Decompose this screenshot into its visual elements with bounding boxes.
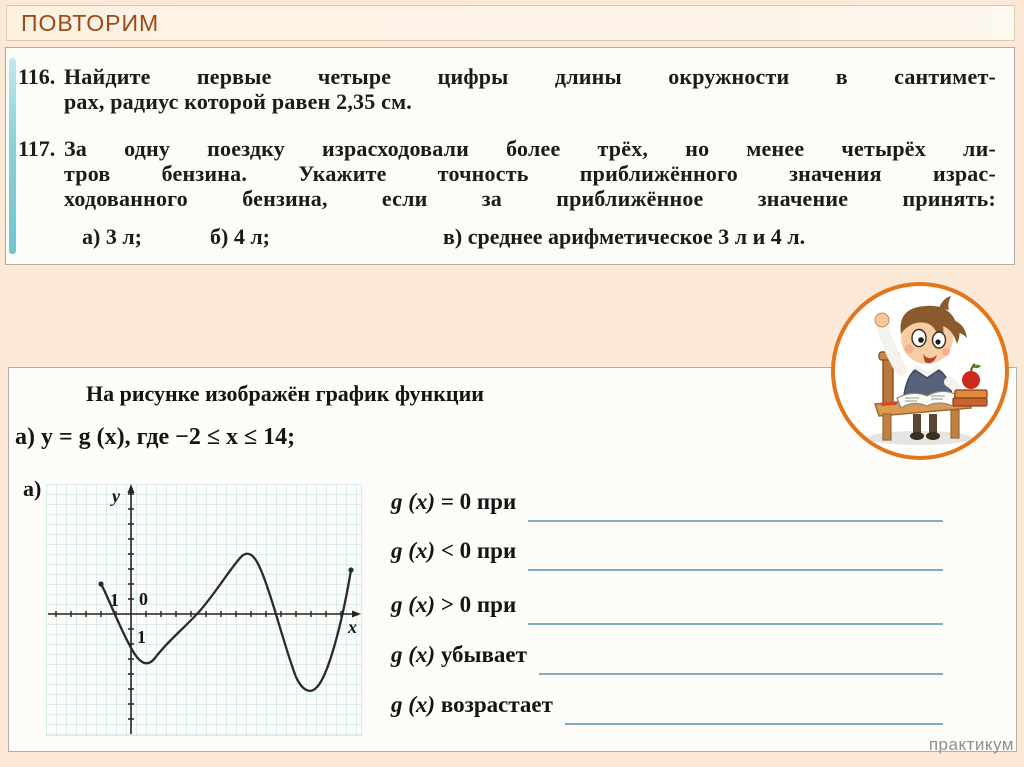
slide-title-bar — [6, 5, 1015, 41]
book-stack-bottom — [953, 398, 987, 406]
exercise-line: ходованного бензина, если за приближённое значение принять: — [64, 186, 996, 211]
answer-blank — [539, 641, 943, 675]
exercise-117 — [18, 136, 996, 211]
leg-right — [929, 414, 937, 434]
math-expr: g (x) — [391, 592, 436, 617]
answer-blank — [528, 488, 943, 522]
math-expr: g (x) — [391, 489, 436, 514]
task-heading: На рисунке изображён график функции — [86, 381, 484, 406]
prompt-rest: < 0 при — [440, 538, 517, 563]
exercise-line: За одну поездку израсходовали более трёх, но менее четырёх ли- — [64, 136, 996, 161]
option-a: а) 3 л; — [82, 224, 142, 249]
exercise-line: тров бензина. Укажите точность приближённого значения израс- — [64, 161, 996, 186]
tick-label-one-lower: 1 — [137, 627, 146, 647]
hair-tuft — [939, 296, 951, 310]
answer-blank — [565, 691, 943, 725]
prompt-rest: убывает — [440, 642, 527, 667]
blush-left — [905, 345, 914, 354]
prompt-row — [391, 691, 943, 725]
x-axis-label: x — [348, 617, 357, 637]
prompt-rest: > 0 при — [440, 592, 517, 617]
exercise-text — [64, 136, 996, 211]
book-stack-top — [955, 390, 987, 398]
shoe-right — [926, 432, 940, 440]
left-pupil — [918, 337, 924, 343]
origin-label: 0 — [139, 589, 148, 609]
answer-blank — [528, 591, 943, 625]
task-subheading: а) y = g (x), где −2 ≤ x ≤ 14; — [15, 424, 296, 450]
y-axis-label: y — [112, 486, 120, 506]
exercise-text — [64, 64, 996, 114]
slide-title: ПОВТОРИМ — [21, 9, 160, 36]
prompt-rest: = 0 при — [440, 489, 517, 514]
prompt-label — [391, 592, 516, 625]
blush-right — [942, 348, 950, 356]
prompt-row — [391, 488, 943, 522]
option-v: в) среднее арифметическое 3 л и 4 л. — [443, 224, 806, 249]
exercise-number: 116. — [18, 64, 56, 89]
schoolboy-illustration — [835, 286, 1005, 456]
right-pupil — [935, 339, 940, 344]
exercises-panel — [5, 47, 1015, 265]
option-b: б) 4 л; — [210, 224, 270, 249]
grid-background — [46, 484, 362, 736]
shoe-left — [910, 432, 924, 440]
leg-left — [913, 414, 921, 434]
function-graph-svg — [46, 484, 362, 736]
math-expr: g (x) — [391, 692, 436, 717]
curve-start-point — [98, 581, 103, 586]
apple — [962, 371, 980, 389]
exercise-line: рах, радиус которой равен 2,35 см. — [64, 89, 412, 114]
schoolboy-badge — [831, 282, 1009, 460]
function-graph — [46, 484, 362, 736]
prompt-label — [391, 538, 516, 571]
hand — [875, 313, 889, 327]
math-expr: g (x) — [391, 642, 436, 667]
prompt-label — [391, 692, 553, 725]
curve-end-point — [348, 567, 353, 572]
prompt-row — [391, 591, 943, 625]
exercise-number: 117. — [18, 136, 56, 161]
prompt-rest: возрастает — [440, 692, 553, 717]
prompt-label — [391, 489, 516, 522]
left-eye — [912, 330, 926, 347]
prompt-row — [391, 641, 943, 675]
desk-leg-left — [883, 414, 891, 440]
graph-item-label: а) — [23, 476, 42, 501]
answer-blank — [528, 537, 943, 571]
footer-watermark: практикум — [928, 735, 1014, 754]
tick-label-one-upper: 1 — [110, 590, 119, 610]
prompt-label — [391, 642, 527, 675]
math-expr: g (x) — [391, 538, 436, 563]
exercise-line: Найдите первые четыре цифры длины окружности в сантимет- — [64, 64, 996, 89]
desk-leg-right — [951, 410, 959, 438]
exercise-116 — [18, 64, 996, 114]
prompt-row — [391, 537, 943, 571]
exercise-117-options — [11, 224, 1011, 254]
